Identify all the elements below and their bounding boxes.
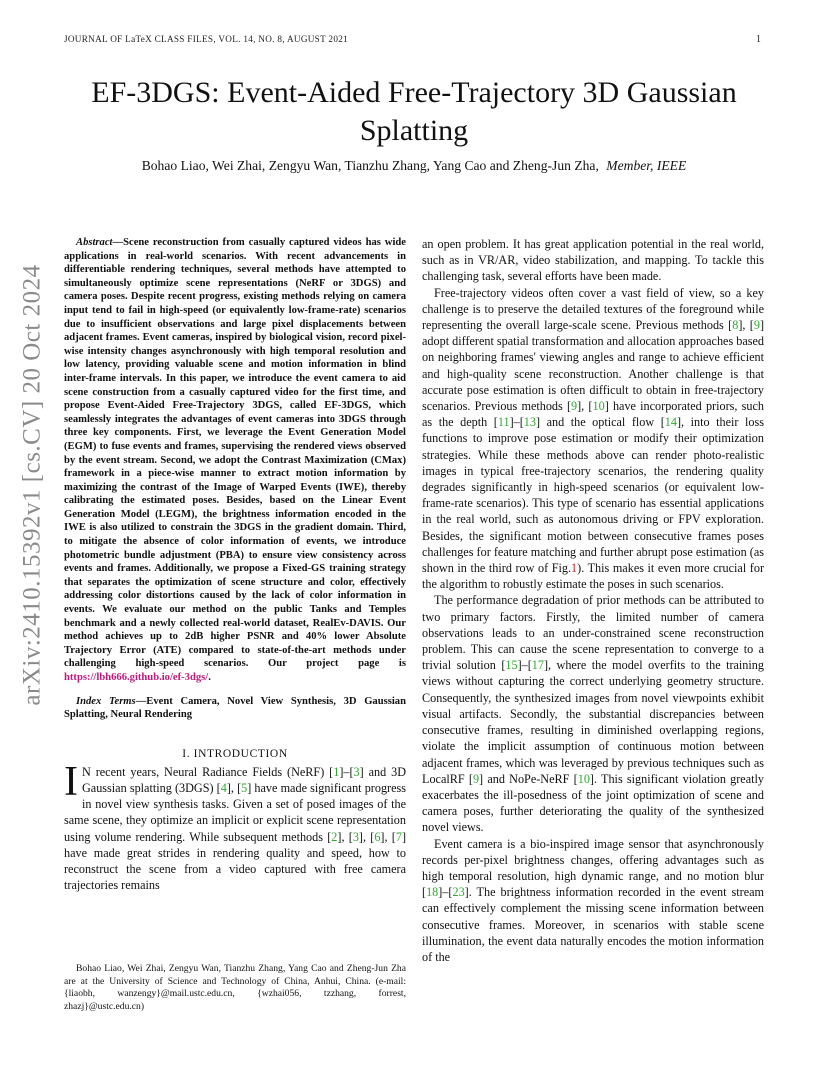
text-run: Free-trajectory videos often cover a vast field of view, so a key challenge is to preserve the detailed textures of the foreground while representing the overall large-scale scene. Previous methods [ [422, 285, 764, 333]
citation-link[interactable]: 9 [753, 318, 760, 333]
citation-link[interactable]: 10 [592, 399, 605, 414]
index-terms-text: —Event Camera, Novel View Synthesis, 3D Gaussian Splatting, Neural Rendering [64, 695, 406, 721]
text-run: ], [ [380, 829, 396, 844]
section-heading-introduction: I. INTRODUCTION [182, 747, 288, 760]
citation-link[interactable]: 17 [531, 658, 544, 673]
index-terms-lead: Index Terms [76, 695, 136, 707]
text-run: ], [ [337, 829, 353, 844]
citation-link[interactable]: 10 [577, 771, 590, 786]
text-run: ], [ [226, 780, 242, 795]
citation-link[interactable]: 3 [353, 764, 360, 779]
abstract-lead: Abstract [76, 237, 113, 248]
author-membership: Member, IEEE [606, 158, 687, 173]
citation-link[interactable]: 8 [732, 318, 739, 333]
text-run: Event camera is a bio-inspired image sensor that asynchronously records per-pixel brightness changes, offering advantages such as high temporal resolution, high dynamic range, and no motion blur [ [422, 836, 764, 900]
citation-link[interactable]: 7 [395, 829, 402, 844]
text-run: ]. The brightness information recorded in the event stream can effectively complement the missing scene information between consecutive frames. Moreover, in scenarios with stable scene illumination, the event data naturally encodes the motion information of the [422, 885, 764, 964]
figure-reference-link[interactable]: 1 [571, 561, 578, 576]
text-run: ]–[ [517, 658, 532, 673]
text-run: ] and the optical flow [ [535, 415, 665, 430]
citation-link[interactable]: 9 [571, 399, 578, 414]
citation-link[interactable]: 18 [426, 885, 439, 900]
intro-paragraph-4 [422, 836, 764, 966]
text-run: ]–[ [509, 415, 524, 430]
citation-link[interactable]: 11 [497, 415, 510, 430]
citation-link[interactable]: 2 [331, 829, 338, 844]
left-column [64, 236, 406, 893]
intro-paragraph-1 [64, 758, 406, 894]
citation-link[interactable]: 6 [374, 829, 381, 844]
text-run: ], [ [358, 829, 375, 844]
text-run: ], [ [577, 399, 593, 414]
citation-link[interactable]: 23 [452, 885, 465, 900]
text-run: ] have made great strides in rendering quality and speed, how to reconstruct the scene from a video captured with free camera trajectories remains [64, 829, 406, 893]
text-run: ). This makes it even more crucial for the algorithm to robustly estimate the poses in such scenarios. [422, 561, 764, 592]
arxiv-stamp [13, 264, 53, 706]
text-run: ], where the model overfits to the training views without capturing the correct underlying geometry structure. Consequently, the synthesized images from novel viewpoints exhibit visual artifacts. Secondly, the substantial discrepancies between consecutive frames, resulting in diminished overlapping regions, violate the implicit assumption of continuous motion between adjacent frames, which was leveraged by previous techniques such as LocalRF [ [422, 658, 764, 786]
project-page-link[interactable]: https://lbh666.github.io/ef-3dgs/ [64, 672, 209, 683]
drop-cap: I [64, 758, 78, 805]
text-run: N recent years, Neural Radiance Fields (NeRF) [ [82, 764, 334, 779]
text-run: The performance degradation of prior methods can be attributed to two primary factors. Firstly, the limited number of camera observations leads to an under-constrained scene reconstruction problem. This can cause the scene representation to converge to a trivial solution [ [422, 593, 764, 673]
abstract-text: —Scene reconstruction from casually captured videos has wide applications in real-world scenarios. With recent advancements in differentiable rendering techniques, several methods have attempted to simultaneously optimize scene representations (NeRF or 3DGS) and camera poses. Despite recent progress, existing methods relying on camera input tend to fail in high-speed (or equivalently low-frame-rate) scenarios due to insufficient observations and large pixel displacements between adjacent frames. Event cameras, inspired by biological vision, record pixel-wise intensity changes asynchronously with high temporal resolution and low latency, providing valuable scene and motion information in blind inter-frame intervals. In this paper, we introduce the event camera to aid scene construction from a casually captured video for the first time, and propose Event-Aided Free-Trajectory 3DGS, called EF-3DGS, which seamlessly integrates the advantages of event cameras into 3DGS through three key components. First, we leverage the Event Generation Model (EGM) to fuse events and frames, supervising the rendered views observed by the event stream. Second, we adopt the Contrast Maximization (CMax) framework in a piece-wise manner to extract motion information by maximizing the contrast of the Image of Warped Events (IWE), thereby calibrating the estimated poses. Besides, based on the Linear Event Generation Model (LEGM), the brightness information encoded in the IWE is also utilized to constrain the 3DGS in the gradient domain. Third, to mitigate the absence of color information of events, we introduce photometric bundle adjustment (PBA) to ensure view consistency across events and frames. Additionally, we propose a Fixed-GS training strategy that separates the optimization of scene structure and color, effectively addressing color distortions caused by the lack of color information in events. We evaluate our method on the public Tanks and Temples benchmark and a newly collected real-world dataset, RealEv-DAVIS. Our method achieves up to 2dB higher PSNR and 40% lower Absolute Trajectory Error (ATE) compared to state-of-the-art methods under challenging high-speed scenarios. Our project page is [64, 237, 406, 670]
citation-link[interactable]: 1 [333, 764, 340, 779]
text-run: ] adopt different spatial transformation and allocation approaches based on neighboring frames' viewing angles and range to achieve efficient and high-quality scene reconstruction. Another challenge is that accurate pose estimation is often difficult to obtain in free-trajectory scenarios. Previous methods [ [422, 318, 764, 414]
citation-link[interactable]: 9 [472, 771, 480, 786]
text-run: ]–[ [438, 885, 453, 900]
author-names: Bohao Liao, Wei Zhai, Zengyu Wan, Tianzhu Zhang, Yang Cao and Zheng-Jun Zha, [141, 158, 599, 173]
abstract-end: . [208, 672, 211, 683]
author-line [64, 158, 764, 174]
intro-paragraph-continued: an open problem. It has great application potential in the real world, such as in VR/AR, video stabilization, and mapping. To tackle this challenging task, several efforts have been made. [422, 237, 764, 284]
arxiv-stamp-text: arXiv:2410.15392v1 [cs.CV] 20 Oct 2024 [19, 264, 47, 706]
citation-link[interactable]: 4 [220, 780, 227, 795]
text-run: ], [ [738, 318, 754, 333]
intro-paragraph-3 [422, 592, 764, 835]
page-number: 1 [756, 34, 761, 45]
text-run: ]–[ [339, 764, 354, 779]
affiliation-footnote: Bohao Liao, Wei Zhai, Zengyu Wan, Tianzhu Zhang, Yang Cao and Zheng-Jun Zha are at the University of Science and Technology of China, Anhui, China. (e-mail: {liaobh, wanzengy}@mail.ustc.edu.cn, {wzhai056, tzzhang, forrest, zhazj}@ustc.edu.cn) [64, 963, 406, 1012]
paper-title: EF-3DGS: Event-Aided Free-Trajectory 3D Gaussian Splatting [91, 76, 737, 147]
text-run: ] and NoPe-NeRF [ [479, 771, 578, 786]
intro-paragraph-2 [422, 285, 764, 593]
text-run: ] have made significant progress in novel view synthesis tasks. Given a set of posed images of the same scene, they optimize an implicit or explicit scene representation using volume rendering. While subsequent methods [ [64, 780, 406, 844]
citation-link[interactable]: 3 [352, 829, 359, 844]
abstract [64, 236, 406, 685]
citation-link[interactable]: 15 [505, 658, 518, 673]
text-run: ] have incorporated priors, such as the depth [ [422, 399, 764, 430]
citation-link[interactable]: 5 [241, 780, 248, 795]
text-run: ], into their loss functions to improve pose estimation or modify their optimization strategies. While these methods above can render photo-realistic images in typical free-trajectory scenarios, the rendering quality degrades significantly in high-speed scenarios (or equivalent low-frame-rate scenarios). This type of scenario has essential applications in the real world, such as autonomous driving or FPV exploration. Besides, the significant motion between consecutive frames poses challenges for feature matching and further abrupt pose estimation (as shown in the third row of Fig. [422, 415, 764, 576]
citation-link[interactable]: 14 [664, 415, 677, 430]
index-terms [64, 695, 406, 722]
text-run: ]. This significant violation greatly exacerbates the ill-posedness of the joint optimization of scene and camera poses, further deteriorating the quality of the synthesized novel views. [422, 771, 764, 835]
running-header: JOURNAL OF LaTeX CLASS FILES, VOL. 14, NO. 8, AUGUST 2021 [64, 34, 349, 44]
right-column [422, 236, 764, 965]
text-run: ] and 3D Gaussian splatting (3DGS) [ [82, 764, 406, 795]
citation-link[interactable]: 13 [523, 415, 536, 430]
